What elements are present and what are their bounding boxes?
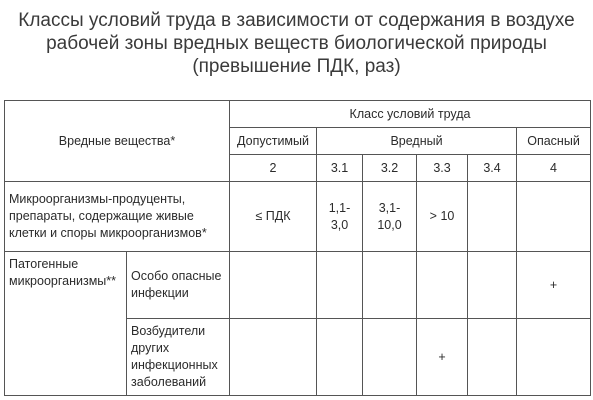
row-sublabel-especially-dangerous: Особо опасные инфекции	[127, 252, 230, 319]
table-row	[5, 182, 591, 252]
cell-value	[363, 252, 417, 319]
cell-value	[317, 252, 363, 319]
cell-value: > 10	[417, 182, 468, 252]
cell-value	[468, 319, 517, 396]
header-code-3-1: 3.1	[317, 155, 363, 182]
table-row	[5, 252, 591, 319]
cell-value	[363, 319, 417, 396]
cell-value	[468, 252, 517, 319]
cell-value: +	[417, 319, 468, 396]
header-acceptable: Допустимый	[230, 128, 317, 155]
header-dangerous: Опасный	[517, 128, 591, 155]
cell-value: 1,1-3,0	[317, 182, 363, 252]
cell-value	[468, 182, 517, 252]
title-line-2: рабочей зоны вредных веществ биологической природы	[46, 33, 547, 54]
cell-value	[317, 319, 363, 396]
row-sublabel-other-infections: Возбудители других инфекционных заболеваний	[127, 319, 230, 396]
row-group-label-pathogens: Патогенные микроорганизмы**	[5, 252, 127, 396]
cell-value	[230, 319, 317, 396]
cell-value: +	[517, 252, 591, 319]
row-label-producers: Микроорганизмы-продуценты, препараты, содержащие живые клетки и споры микроорганизмов*	[5, 182, 230, 252]
header-code-3-4: 3.4	[468, 155, 517, 182]
work-conditions-table	[4, 100, 591, 396]
header-substances: Вредные вещества*	[5, 101, 230, 182]
title-line-3: (превышение ПДК, раз)	[192, 56, 401, 77]
page-title	[0, 9, 593, 78]
title-line-1: Классы условий труда в зависимости от содержания в воздухе	[18, 10, 575, 31]
cell-value: 3,1-10,0	[363, 182, 417, 252]
header-code-4: 4	[517, 155, 591, 182]
cell-value	[230, 252, 317, 319]
cell-value	[517, 319, 591, 396]
cell-value	[417, 252, 468, 319]
header-code-2: 2	[230, 155, 317, 182]
cell-value: ≤ ПДК	[230, 182, 317, 252]
header-harmful: Вредный	[317, 128, 517, 155]
header-code-3-2: 3.2	[363, 155, 417, 182]
cell-value	[517, 182, 591, 252]
header-class-group: Класс условий труда	[230, 101, 591, 128]
header-code-3-3: 3.3	[417, 155, 468, 182]
